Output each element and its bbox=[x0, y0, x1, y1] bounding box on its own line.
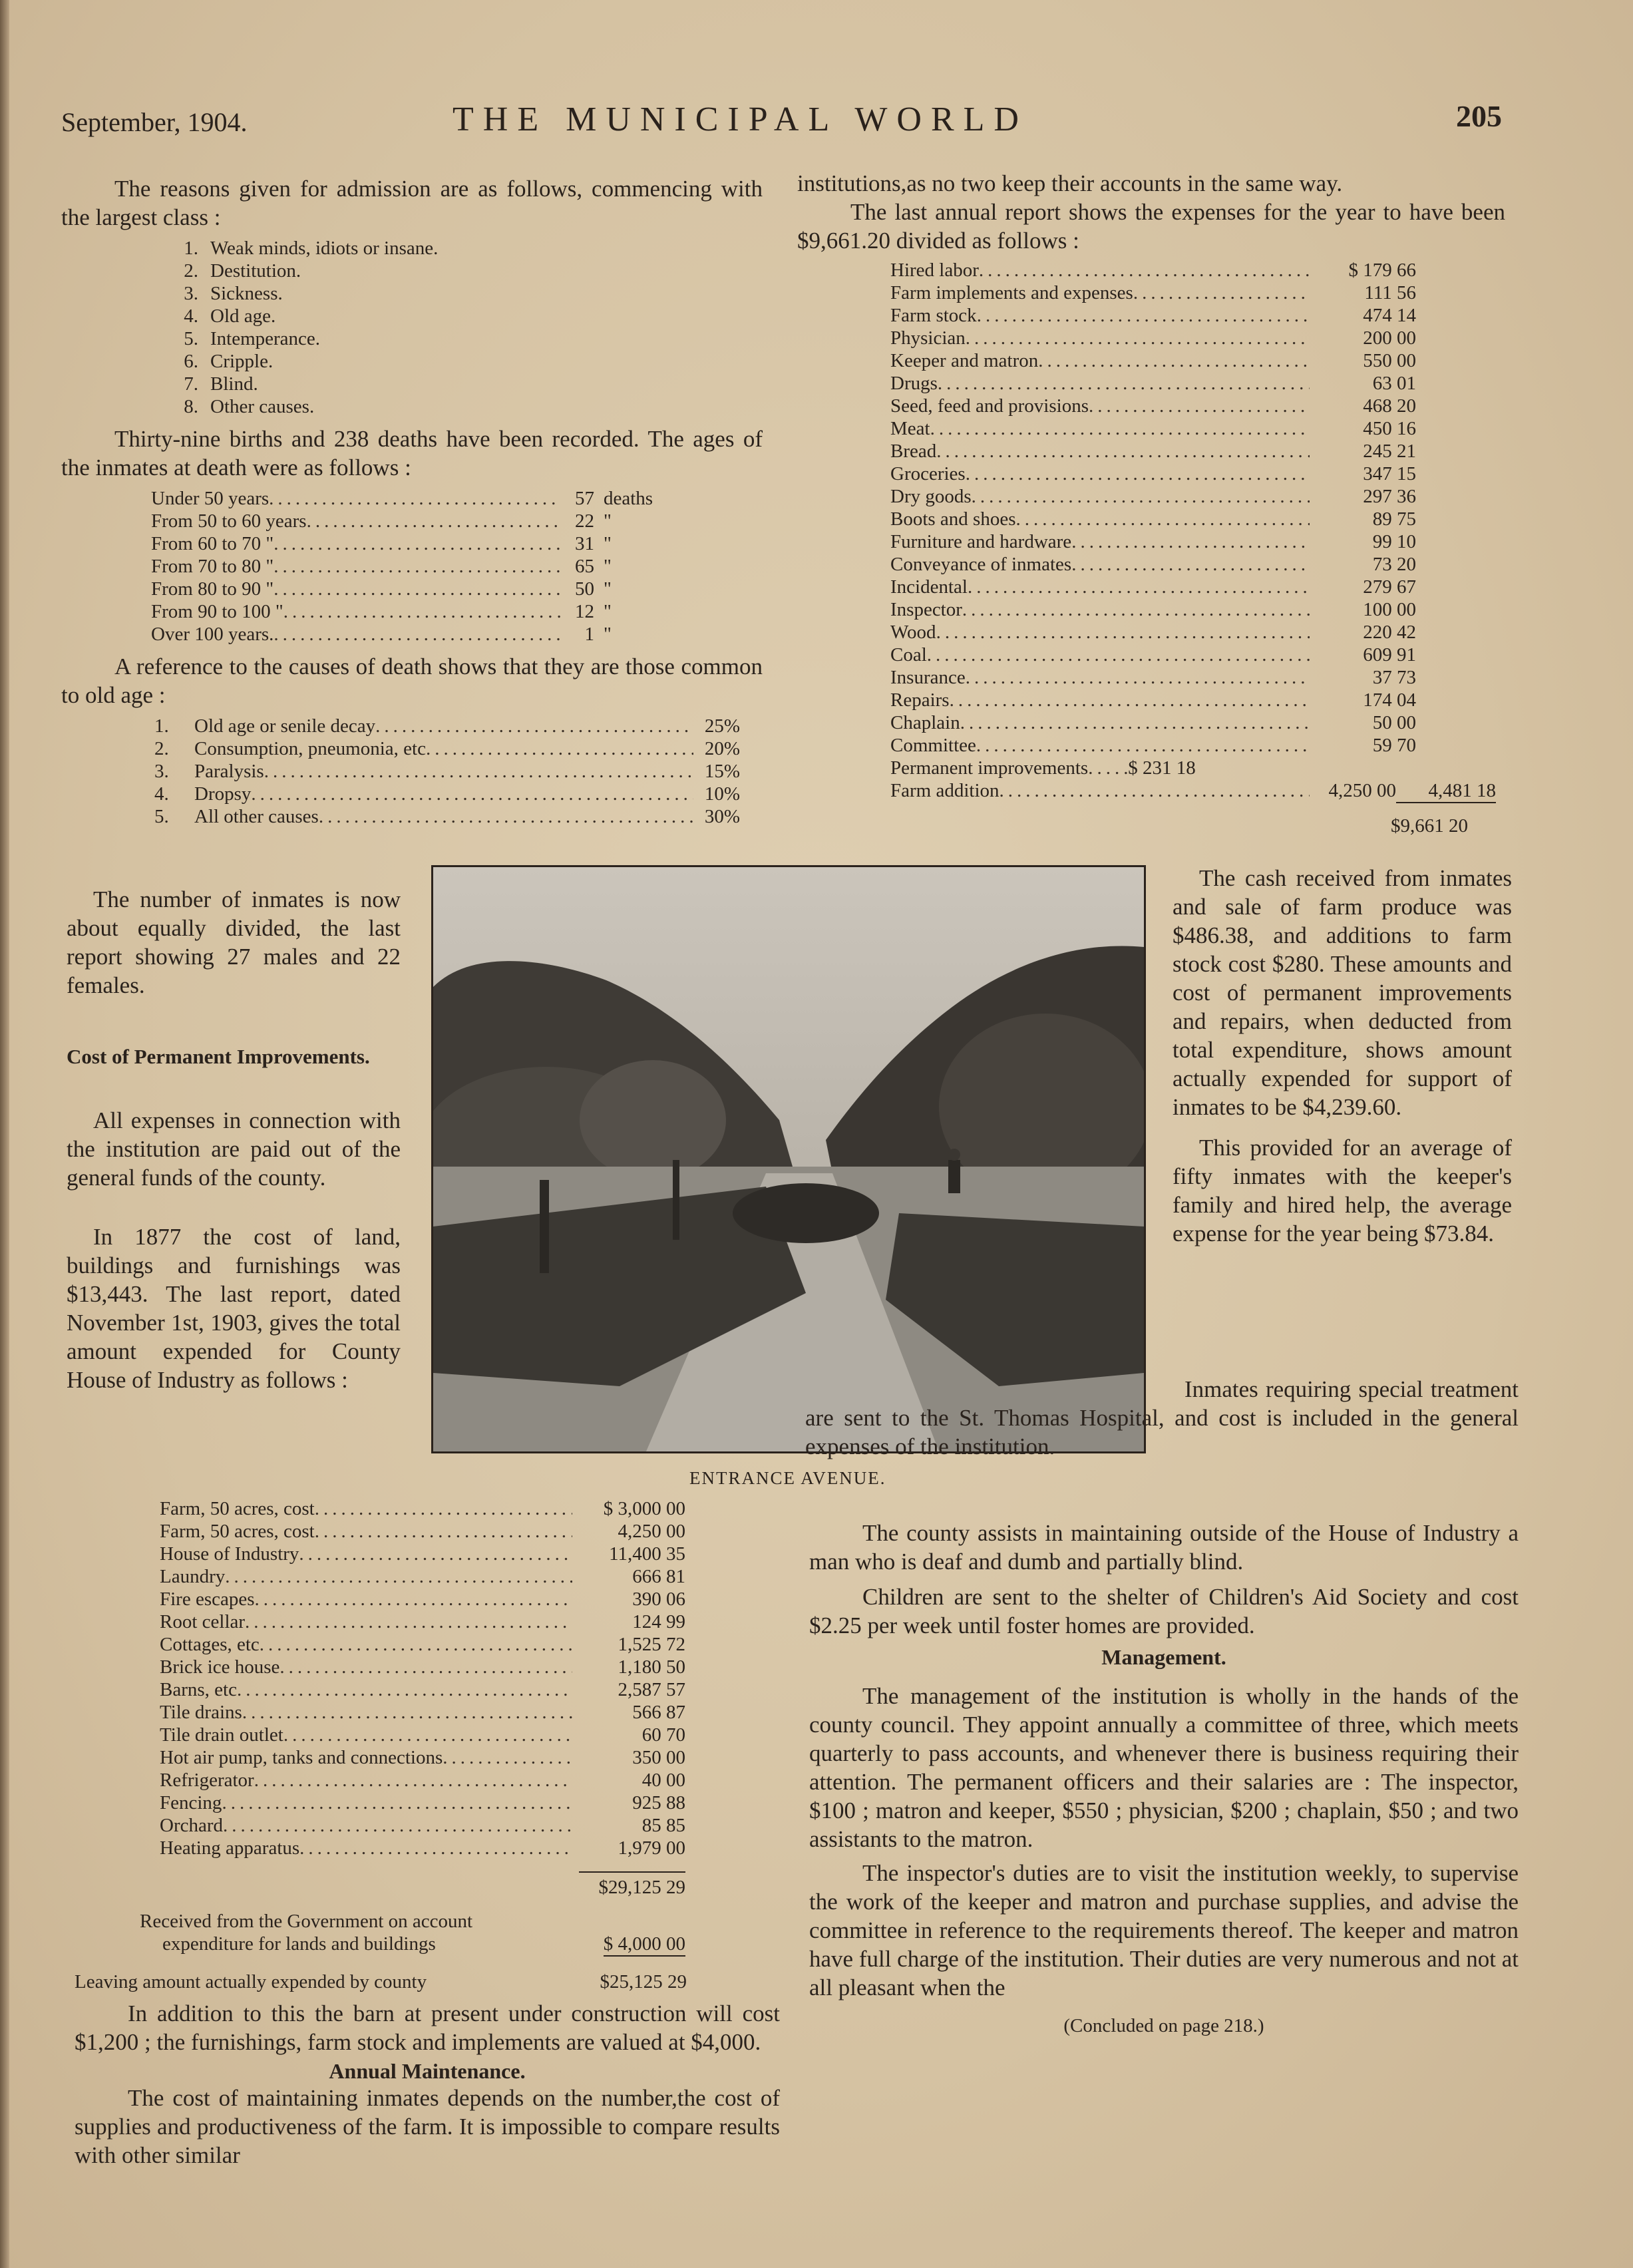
expense-row bbox=[890, 304, 1416, 327]
improvement-row bbox=[160, 1701, 685, 1724]
expense-amount: 609 91 bbox=[1363, 644, 1416, 665]
improvement-row bbox=[160, 1633, 685, 1656]
government-line-2: expenditure for lands and buildings bbox=[162, 1933, 436, 1955]
improvement-row bbox=[160, 1520, 685, 1543]
cause-number: 1. bbox=[154, 715, 169, 737]
reason-text: Intemperance. bbox=[210, 328, 321, 349]
improvement-label: Fire escapes bbox=[160, 1589, 255, 1610]
hospital-paragraph-wrap bbox=[805, 1375, 1519, 1461]
expense-row bbox=[890, 282, 1416, 304]
age-label: Under 50 years bbox=[151, 488, 270, 509]
cause-number: 5. bbox=[154, 806, 169, 827]
farm-addition-label: Farm addition bbox=[890, 780, 999, 801]
expense-row bbox=[890, 530, 1416, 553]
inspector-duties-paragraph: The inspector's duties are to visit the institution weekly, to supervise the work of the keeper and matron and purchase supplies, and advise the committee in reference to the requirements thereof. The keeper and matron have full charge of the institution. Their duties are very numerous and not at all pleasant when the bbox=[809, 1860, 1519, 2000]
cause-value: 10% bbox=[704, 783, 740, 805]
ages-at-death-list bbox=[151, 487, 677, 646]
average-expense-paragraph: This provided for an average of fifty inmates with the keeper's family and hired help, the average expense for the year being $73.84. bbox=[1173, 1135, 1512, 1246]
expense-row bbox=[890, 621, 1416, 644]
expense-amount: 63 01 bbox=[1372, 373, 1416, 394]
expense-row bbox=[890, 259, 1416, 282]
improvement-row bbox=[160, 1769, 685, 1792]
expense-label: Hired labor bbox=[890, 260, 979, 281]
cause-number: 4. bbox=[154, 783, 169, 805]
reason-number: 4. bbox=[184, 305, 198, 327]
improvement-label: Farm, 50 acres, cost bbox=[160, 1521, 315, 1542]
improvement-row bbox=[160, 1724, 685, 1746]
improvement-amount: 390 06 bbox=[632, 1589, 685, 1610]
perm-improvements-amount: $ 231 18 bbox=[1128, 757, 1196, 779]
improvement-label: Root cellar bbox=[160, 1611, 246, 1632]
expense-row bbox=[890, 395, 1416, 417]
reason-text: Blind. bbox=[210, 373, 258, 395]
age-value: 31 bbox=[575, 533, 594, 554]
right-top-column bbox=[797, 169, 1505, 837]
age-row bbox=[151, 578, 677, 600]
age-label: From 60 to 70 " bbox=[151, 533, 274, 554]
hospital-paragraph: Inmates requiring special treatment are sent to the St. Thomas Hospital, and cost is included in the general expenses of the institution. bbox=[805, 1376, 1519, 1459]
reasons-list bbox=[161, 237, 763, 418]
expense-label: Conveyance of inmates bbox=[890, 554, 1072, 575]
cause-row bbox=[154, 783, 740, 805]
expense-amount: 200 00 bbox=[1363, 327, 1416, 349]
government-receipt bbox=[140, 1910, 685, 1957]
cash-received-paragraph: The cash received from inmates and sale of farm produce was $486.38, and additions to farm stock cost $280. These amounts and cost of permanent improvements and repairs, when deducted from total expenditure, shows amount actually expended for support of inmates to be $4,239.60. bbox=[1173, 865, 1512, 1120]
expense-row bbox=[890, 440, 1416, 463]
expense-label: Repairs bbox=[890, 689, 950, 711]
expense-amount: 474 14 bbox=[1363, 305, 1416, 326]
improvement-label: Orchard bbox=[160, 1815, 224, 1836]
age-unit: " bbox=[604, 624, 612, 645]
reason-text: Cripple. bbox=[210, 351, 273, 372]
expense-amount: 550 00 bbox=[1363, 350, 1416, 371]
age-row bbox=[151, 555, 677, 578]
reason-text: Other causes. bbox=[210, 396, 315, 417]
improvement-amount: $ 3,000 00 bbox=[603, 1498, 685, 1519]
age-label: From 90 to 100 " bbox=[151, 601, 283, 622]
improvement-label: Barns, etc bbox=[160, 1679, 237, 1700]
expense-amount: 100 00 bbox=[1363, 599, 1416, 620]
cause-row bbox=[154, 760, 740, 783]
reason-number: 5. bbox=[184, 328, 198, 349]
general-funds-paragraph: All expenses in connection with the institution are paid out of the general funds of the county. bbox=[67, 1107, 401, 1191]
expense-amount: 89 75 bbox=[1372, 508, 1416, 530]
farm-addition-amount: 4,250 00 bbox=[1328, 780, 1396, 801]
expense-row bbox=[890, 689, 1416, 711]
cost-1877-paragraph: In 1877 the cost of land, buildings and furnishings was $13,443. The last report, dated November 1st, 1903, gives the total amount expended for County House of Industry as follows : bbox=[67, 1224, 401, 1393]
expenses-list bbox=[890, 259, 1416, 757]
age-unit: deaths bbox=[604, 488, 653, 509]
expense-amount: 220 42 bbox=[1363, 622, 1416, 643]
age-unit: " bbox=[604, 510, 612, 532]
expense-label: Bread bbox=[890, 441, 937, 462]
improvement-amount: 85 85 bbox=[641, 1815, 685, 1836]
improvement-amount: 566 87 bbox=[632, 1702, 685, 1723]
improvement-label: Fencing bbox=[160, 1792, 222, 1813]
expenses-grand-total: $9,661 20 bbox=[1391, 815, 1468, 837]
leaving-amount-value: $25,125 29 bbox=[600, 1971, 687, 1992]
age-label: From 70 to 80 " bbox=[151, 556, 274, 577]
improvement-row bbox=[160, 1543, 685, 1565]
reason-item bbox=[161, 305, 763, 327]
cause-number: 3. bbox=[154, 761, 169, 782]
expense-label: Keeper and matron bbox=[890, 350, 1039, 371]
cost-improvements-heading: Cost of Permanent Improvements. bbox=[67, 1045, 370, 1068]
expense-row bbox=[890, 327, 1416, 349]
improvement-row bbox=[160, 1814, 685, 1837]
improvement-row bbox=[160, 1588, 685, 1610]
expense-amount: 37 73 bbox=[1372, 667, 1416, 688]
expense-row bbox=[890, 711, 1416, 734]
age-row bbox=[151, 510, 677, 532]
institutions-line: institutions,as no two keep their accounts in the same way. bbox=[797, 170, 1343, 196]
expense-label: Committee bbox=[890, 735, 976, 756]
reason-text: Weak minds, idiots or insane. bbox=[210, 238, 439, 259]
cause-label: Dropsy bbox=[194, 783, 252, 805]
age-value: 57 bbox=[575, 488, 594, 509]
expense-label: Physician bbox=[890, 327, 966, 349]
government-amount: $ 4,000 00 bbox=[604, 1933, 685, 1957]
photo-caption: ENTRANCE AVENUE. bbox=[689, 1468, 886, 1488]
improvement-label: Refrigerator bbox=[160, 1770, 254, 1791]
improvement-amount: 1,525 72 bbox=[618, 1634, 685, 1655]
perm-improvements-label: Permanent improvements bbox=[890, 757, 1089, 779]
age-row bbox=[151, 487, 677, 510]
improvement-label: Tile drains bbox=[160, 1702, 242, 1723]
improvement-label: Laundry bbox=[160, 1566, 226, 1587]
expense-amount: 468 20 bbox=[1363, 395, 1416, 417]
expense-row bbox=[890, 576, 1416, 598]
cause-value: 20% bbox=[704, 738, 740, 759]
expense-label: Farm implements and expenses bbox=[890, 282, 1133, 303]
expense-amount: 450 16 bbox=[1363, 418, 1416, 439]
expense-amount: $ 179 66 bbox=[1348, 260, 1416, 281]
age-unit: " bbox=[604, 578, 612, 600]
expense-row bbox=[890, 485, 1416, 508]
expense-row bbox=[890, 734, 1416, 757]
expense-label: Wood bbox=[890, 622, 936, 643]
expense-label: Groceries bbox=[890, 463, 966, 484]
expense-row bbox=[890, 598, 1416, 621]
left-middle-column bbox=[67, 885, 401, 1394]
cause-label: Paralysis bbox=[194, 761, 264, 782]
expense-label: Drugs bbox=[890, 373, 938, 394]
improvement-amount: 60 70 bbox=[641, 1724, 685, 1746]
deaf-man-paragraph: The county assists in maintaining outside of the House of Industry a man who is deaf and dumb and partially blind. bbox=[809, 1520, 1519, 1575]
cause-value: 30% bbox=[704, 806, 740, 827]
improvements-table bbox=[160, 1497, 685, 1899]
farm-addition-total: 4,481 18 bbox=[1396, 779, 1496, 803]
expense-amount: 59 70 bbox=[1372, 735, 1416, 756]
reason-number: 1. bbox=[184, 238, 198, 259]
expense-amount: 297 36 bbox=[1363, 486, 1416, 507]
expense-label: Dry goods bbox=[890, 486, 972, 507]
expense-label: Incidental bbox=[890, 576, 968, 598]
reason-text: Sickness. bbox=[210, 283, 283, 304]
entrance-avenue-photo bbox=[431, 865, 1146, 1453]
concluded-note: (Concluded on page 218.) bbox=[1063, 2015, 1264, 2036]
page-spine-shadow bbox=[0, 0, 9, 2268]
improvement-label: Farm, 50 acres, cost bbox=[160, 1498, 315, 1519]
improvement-row bbox=[160, 1837, 685, 1859]
improvement-amount: 1,180 50 bbox=[618, 1656, 685, 1678]
age-row bbox=[151, 623, 677, 646]
causes-intro: A reference to the causes of death shows that they are those common to old age : bbox=[61, 654, 763, 708]
expense-label: Seed, feed and provisions bbox=[890, 395, 1089, 417]
improvement-row bbox=[160, 1610, 685, 1633]
barn-paragraph: In addition to this the barn at present under construction will cost $1,200 ; the furnishings, farm stock and implements are valued at $4,000. bbox=[75, 2000, 780, 2055]
admission-intro: The reasons given for admission are as follows, commencing with the largest class : bbox=[61, 176, 763, 230]
cause-label: Consumption, pneumonia, etc bbox=[194, 738, 426, 759]
births-deaths-paragraph: Thirty-nine births and 238 deaths have been recorded. The ages of the inmates at death were as follows : bbox=[61, 426, 763, 480]
improvement-amount: 40 00 bbox=[641, 1770, 685, 1791]
age-label: From 50 to 60 years bbox=[151, 510, 307, 532]
reason-item bbox=[161, 395, 763, 418]
left-top-column bbox=[61, 174, 763, 828]
improvement-amount: 4,250 00 bbox=[618, 1521, 685, 1542]
maintenance-paragraph: The cost of maintaining inmates depends on the number,the cost of supplies and productiveness of the farm. It is impossible to compare results with other similar bbox=[75, 2085, 780, 2168]
age-unit: " bbox=[604, 533, 612, 554]
expense-row bbox=[890, 508, 1416, 530]
improvement-label: Heating apparatus bbox=[160, 1837, 300, 1859]
children-paragraph: Children are sent to the shelter of Children's Aid Society and cost $2.25 per week until foster homes are provided. bbox=[809, 1584, 1519, 1638]
expense-label: Farm stock bbox=[890, 305, 977, 326]
right-middle-column bbox=[1173, 864, 1512, 1248]
reason-number: 6. bbox=[184, 351, 198, 372]
expense-label: Meat bbox=[890, 418, 930, 439]
improvement-row bbox=[160, 1746, 685, 1769]
expense-row bbox=[890, 644, 1416, 666]
age-label: From 80 to 90 " bbox=[151, 578, 274, 600]
improvement-amount: 124 99 bbox=[632, 1611, 685, 1632]
improvement-row bbox=[160, 1792, 685, 1814]
age-unit: " bbox=[604, 601, 612, 622]
age-unit: " bbox=[604, 556, 612, 577]
header-title: THE MUNICIPAL WORLD bbox=[453, 100, 1028, 138]
management-heading: Management. bbox=[1101, 1645, 1226, 1669]
reason-item bbox=[161, 282, 763, 305]
reason-item bbox=[161, 237, 763, 260]
cause-row bbox=[154, 805, 740, 828]
expense-row bbox=[890, 666, 1416, 689]
left-bottom-column bbox=[75, 1999, 780, 2170]
cause-label: All other causes bbox=[194, 806, 319, 827]
reason-item bbox=[161, 350, 763, 373]
right-bottom-column bbox=[809, 1519, 1519, 2037]
avenue-photo-illustration bbox=[433, 867, 1144, 1451]
expense-amount: 174 04 bbox=[1363, 689, 1416, 711]
perm-improvements-row bbox=[890, 757, 1496, 837]
reason-number: 7. bbox=[184, 373, 198, 395]
expense-row bbox=[890, 463, 1416, 485]
improvement-label: Tile drain outlet bbox=[160, 1724, 283, 1746]
reason-text: Destitution. bbox=[210, 260, 301, 282]
improvements-list bbox=[160, 1497, 685, 1859]
cause-value: 15% bbox=[704, 761, 740, 782]
cause-number: 2. bbox=[154, 738, 169, 759]
header-page-number: 205 bbox=[1456, 99, 1502, 133]
cause-value: 25% bbox=[704, 715, 740, 737]
cause-row bbox=[154, 715, 740, 737]
expense-amount: 50 00 bbox=[1372, 712, 1416, 733]
improvement-row bbox=[160, 1656, 685, 1678]
expense-label: Insurance bbox=[890, 667, 966, 688]
reason-text: Old age. bbox=[210, 305, 276, 327]
reason-item bbox=[161, 373, 763, 395]
leaving-amount-row bbox=[75, 1971, 687, 1993]
reason-number: 8. bbox=[184, 396, 198, 417]
age-value: 50 bbox=[575, 578, 594, 600]
improvement-row bbox=[160, 1678, 685, 1701]
expense-label: Coal bbox=[890, 644, 927, 665]
improvement-label: House of Industry bbox=[160, 1543, 299, 1565]
reason-item bbox=[161, 260, 763, 282]
improvement-amount: 350 00 bbox=[632, 1747, 685, 1768]
expense-row bbox=[890, 349, 1416, 372]
expense-row bbox=[890, 553, 1416, 576]
improvement-label: Hot air pump, tanks and connections bbox=[160, 1747, 443, 1768]
reason-number: 3. bbox=[184, 283, 198, 304]
age-value: 1 bbox=[584, 624, 594, 645]
cause-label: Old age or senile decay bbox=[194, 715, 376, 737]
reason-item bbox=[161, 327, 763, 350]
improvement-amount: 11,400 35 bbox=[609, 1543, 685, 1565]
expense-row bbox=[890, 372, 1416, 395]
age-row bbox=[151, 532, 677, 555]
annual-maintenance-heading: Annual Maintenance. bbox=[329, 2059, 526, 2083]
inmates-paragraph: The number of inmates is now about equally divided, the last report showing 27 males and 22 females. bbox=[67, 886, 401, 998]
improvement-amount: 666 81 bbox=[632, 1566, 685, 1587]
age-value: 12 bbox=[575, 601, 594, 622]
improvement-row bbox=[160, 1497, 685, 1520]
management-paragraph: The management of the institution is wholly in the hands of the county council. They appoint annually a committee of three, which meets quarterly to pass accounts, and whenever there is business requiring their attention. The permanent officers and their salaries are : The inspector, $100 ; matron and keeper, $550 ; physician, $200 ; chaplain, $50 ; and two assistants to the matron. bbox=[809, 1683, 1519, 1852]
reason-number: 2. bbox=[184, 260, 198, 282]
expense-label: Boots and shoes bbox=[890, 508, 1016, 530]
age-label: Over 100 years. bbox=[151, 624, 274, 645]
age-row bbox=[151, 600, 677, 623]
improvement-label: Cottages, etc bbox=[160, 1634, 260, 1655]
expense-label: Furniture and hardware bbox=[890, 531, 1072, 552]
improvement-label: Brick ice house bbox=[160, 1656, 280, 1678]
improvement-amount: 1,979 00 bbox=[618, 1837, 685, 1859]
expense-label: Chaplain bbox=[890, 712, 960, 733]
improvement-amount: 925 88 bbox=[632, 1792, 685, 1813]
improvements-subtotal: $29,125 29 bbox=[579, 1871, 685, 1899]
improvement-row bbox=[160, 1565, 685, 1588]
expense-amount: 111 56 bbox=[1364, 282, 1416, 303]
expense-amount: 279 67 bbox=[1363, 576, 1416, 598]
expense-amount: 347 15 bbox=[1363, 463, 1416, 484]
leaving-amount-label: Leaving amount actually expended by county bbox=[75, 1971, 427, 1992]
expense-amount: 99 10 bbox=[1372, 531, 1416, 552]
cause-row bbox=[154, 737, 740, 760]
expense-label: Inspector bbox=[890, 599, 962, 620]
government-line-1: Received from the Government on account bbox=[140, 1911, 473, 1932]
improvement-amount: 2,587 57 bbox=[618, 1679, 685, 1700]
age-value: 22 bbox=[575, 510, 594, 532]
header-date: September, 1904. bbox=[61, 107, 248, 137]
causes-of-death-list bbox=[154, 715, 740, 828]
annual-report-paragraph: The last annual report shows the expenses for the year to have been $9,661.20 divided as follows : bbox=[797, 199, 1505, 254]
expense-amount: 245 21 bbox=[1363, 441, 1416, 462]
expense-row bbox=[890, 417, 1416, 440]
age-value: 65 bbox=[575, 556, 594, 577]
expense-amount: 73 20 bbox=[1372, 554, 1416, 575]
